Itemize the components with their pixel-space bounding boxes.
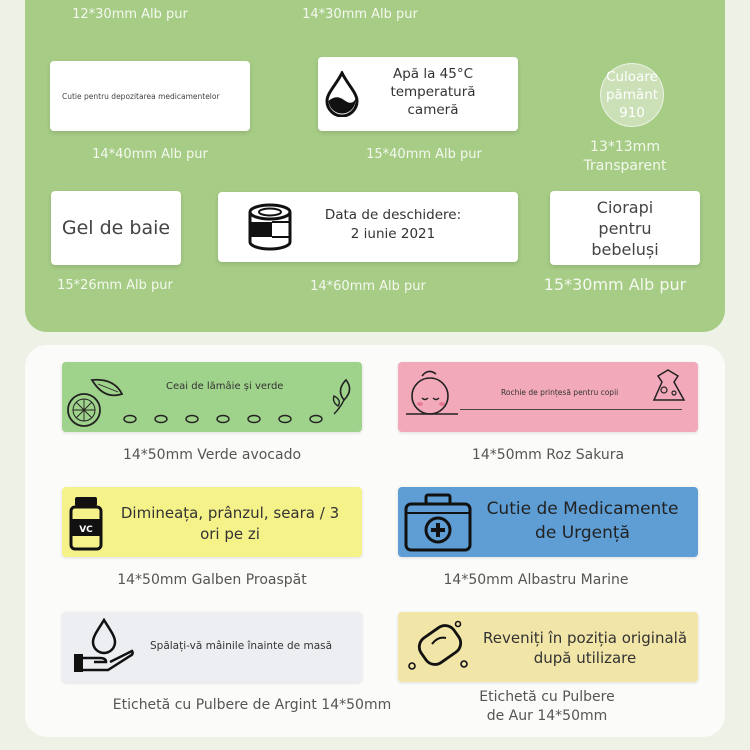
leaf-icon bbox=[330, 378, 356, 416]
caption-14x40: 14*40mm Alb pur bbox=[92, 147, 208, 162]
medical-kit-icon bbox=[402, 491, 474, 553]
label-green-tea bbox=[62, 362, 362, 432]
caption-yellow: 14*50mm Galben Proaspăt bbox=[117, 572, 307, 588]
caption-13x13: 13*13mm Transparent bbox=[583, 139, 667, 174]
caption-14x60: 14*60mm Alb pur bbox=[310, 279, 426, 294]
label-text: Gel de baie bbox=[61, 217, 171, 239]
label-text: Cutie pentru depozitarea medicamentelor bbox=[62, 91, 220, 101]
label-opening-date bbox=[218, 192, 518, 262]
label-emergency-kit bbox=[398, 487, 698, 557]
label-return-position bbox=[398, 612, 698, 682]
label-shower-gel bbox=[51, 191, 181, 265]
pill-bottle-icon bbox=[68, 495, 104, 551]
caption-12x30: 12*30mm Alb pur bbox=[72, 7, 188, 22]
caption-pink: 14*50mm Roz Sakura bbox=[471, 447, 625, 463]
label-text: Dimineața, prânzul, seara / 3 ori pe zi bbox=[120, 504, 340, 543]
soap-icon bbox=[406, 616, 472, 678]
svg-text:VC: VC bbox=[79, 525, 93, 535]
tea-leaves-icon bbox=[122, 412, 342, 426]
jar-icon bbox=[246, 202, 294, 252]
label-wash-hands bbox=[62, 612, 362, 682]
underline bbox=[460, 409, 682, 410]
caption-gold: Etichetă cu Pulbere de Aur 14*50mm bbox=[479, 689, 615, 724]
caption-14x30: 14*30mm Alb pur bbox=[302, 7, 418, 22]
label-text: Spălați-vă mâinile înainte de masă bbox=[150, 640, 333, 652]
lemon-icon bbox=[62, 372, 126, 430]
hand-wash-icon bbox=[72, 618, 136, 676]
caption-15x26: 15*26mm Alb pur bbox=[57, 278, 173, 293]
transparent-round-label bbox=[600, 63, 664, 127]
label-text: Reveniți în poziția originală după utilizare bbox=[482, 629, 688, 667]
water-drop-icon bbox=[324, 71, 360, 117]
dress-icon bbox=[646, 366, 690, 406]
label-text: Rochie de prințesă pentru copii bbox=[501, 388, 619, 397]
caption-blue: 14*50mm Albastru Marine bbox=[443, 572, 629, 588]
caption-silver: Etichetă cu Pulbere de Argint 14*50mm bbox=[112, 697, 392, 713]
label-text: Culoare pământ 910 bbox=[605, 69, 659, 121]
label-text: Apă la 45°C temperatură cameră bbox=[390, 66, 476, 118]
caption-15x40: 15*40mm Alb pur bbox=[366, 147, 482, 162]
label-medicine-storage bbox=[50, 61, 250, 131]
label-water-temperature bbox=[318, 57, 518, 131]
label-text: Ceai de lămâie și verde bbox=[166, 381, 284, 392]
label-dosage bbox=[62, 487, 362, 557]
label-princess-dress bbox=[398, 362, 698, 432]
label-text: Data de deschidere: 2 iunie 2021 bbox=[324, 207, 462, 242]
label-baby-socks bbox=[550, 191, 700, 265]
caption-green: 14*50mm Verde avocado bbox=[122, 447, 302, 463]
baby-icon bbox=[402, 366, 462, 422]
label-text: Cutie de Medicamente de Urgență bbox=[486, 499, 679, 543]
label-text: Ciorapi pentru bebeluși bbox=[591, 197, 659, 259]
caption-15x30: 15*30mm Alb pur bbox=[543, 275, 687, 294]
